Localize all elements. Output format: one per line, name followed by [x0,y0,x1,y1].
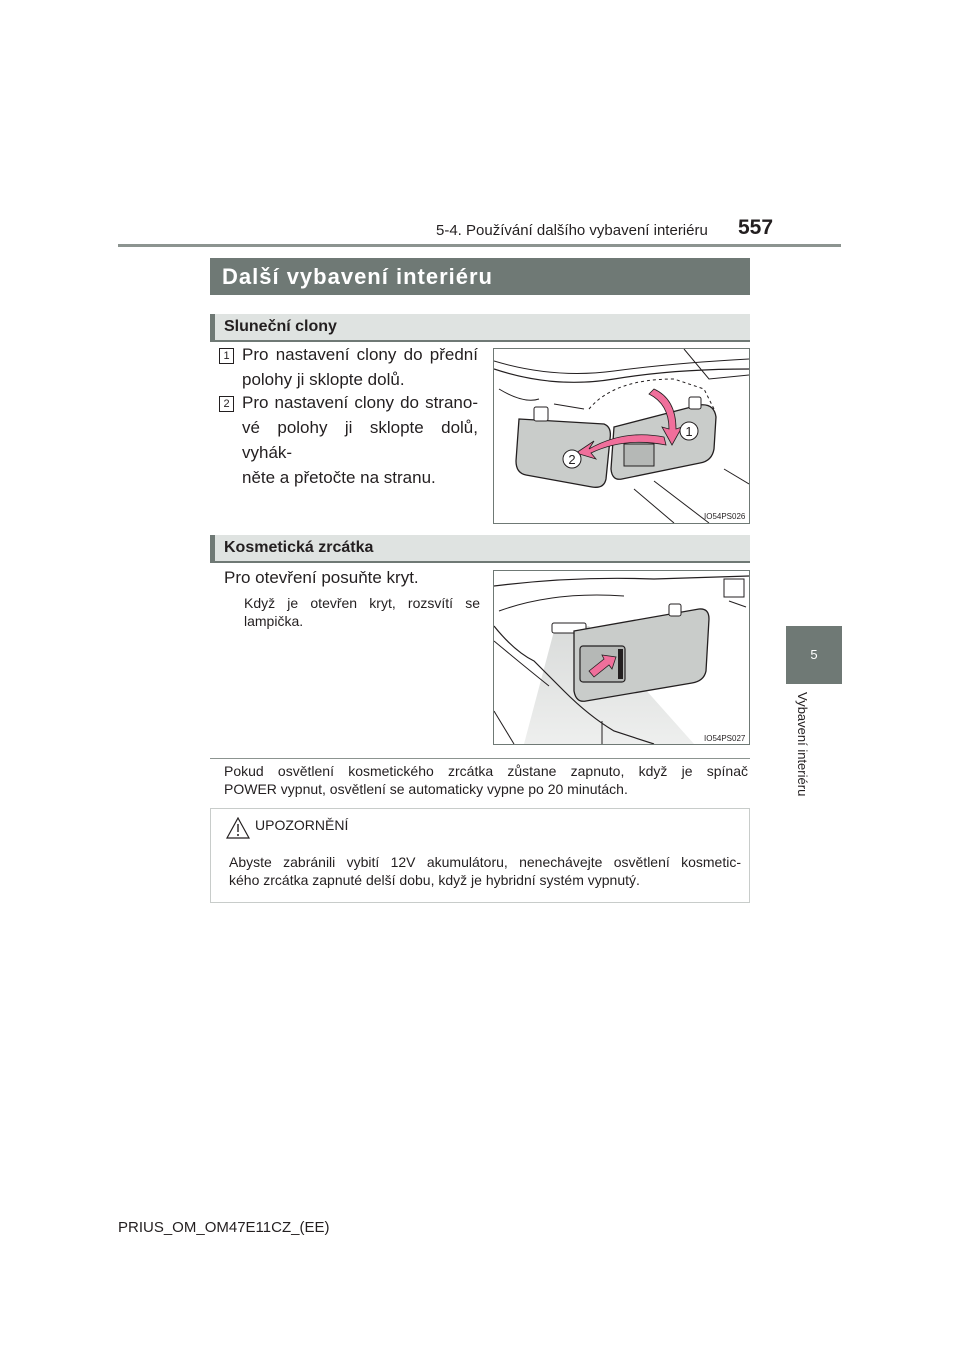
figure-code-2: IO54PS027 [704,734,746,743]
callout-1: 1 [685,424,693,439]
callout-2: 2 [568,452,576,467]
caution-body [229,853,741,889]
figure-code-1: IO54PS026 [704,512,746,521]
vanity-detail-line-2: lampička. [244,613,304,629]
caution-title: UPOZORNĚNÍ [255,817,349,833]
note-line-2: POWER vypnut, osvětlení se automaticky vypne po 20 minutách. [224,781,628,797]
caution-line-2: kého zrcátka zapnuté delší dobu, když je hybridní systém vypnutý. [229,872,640,888]
step-2-text [242,390,478,490]
step-number-1: 1 [219,348,234,364]
note-line-1: Pokud osvětlení kosmetického zrcátka zůstane zapnuto, když je spínač [224,763,748,779]
vanity-mirrors-heading [210,535,750,563]
page-title: Další vybavení interiéru [210,258,750,295]
step-number-2: 2 [219,396,234,412]
note-text [224,762,748,798]
sun-visor-figure [493,348,750,524]
sun-visor-illustration [494,349,749,523]
warning-triangle-icon [226,817,250,839]
document-code: PRIUS_OM_OM47E11CZ_(EE) [118,1219,330,1236]
header-section-title: 5-4. Používání dalšího vybavení interiéru [436,222,708,239]
note-rule [210,758,750,759]
sun-visors-heading-text: Sluneční clony [224,318,337,335]
page-number: 557 [738,216,774,239]
caution-box [210,808,750,903]
step-2-line-1: Pro nastavení clony do strano- [242,393,478,412]
header-rule [118,244,841,247]
vanity-mirrors-heading-text: Kosmetická zrcátka [224,539,374,556]
vanity-detail-line-1: Když je otevřen kryt, rozsvítí se [244,595,480,611]
step-1-text [242,342,478,392]
vanity-detail [244,594,480,630]
vanity-mirror-figure [493,570,750,745]
sun-visors-heading [210,314,750,342]
step-1-line-2: polohy ji sklopte dolů. [242,370,405,389]
caution-line-1: Abyste zabránili vybití 12V akumulátoru, nenechávejte osvětlení kosmetic- [229,854,741,870]
chapter-tab-label: Vybavení interiéru [795,692,810,797]
step-2-line-2: vé polohy ji sklopte dolů, vyhák- [242,418,478,462]
step-1-line-1: Pro nastavení clony do přední [242,345,478,364]
chapter-tab: 5 [786,626,842,684]
step-2-line-3: něte a přetočte na stranu. [242,468,436,487]
vanity-instruction: Pro otevření posuňte kryt. [224,568,419,587]
heading-bar [210,535,215,561]
vanity-mirror-illustration [494,571,749,744]
heading-bar [210,314,215,340]
